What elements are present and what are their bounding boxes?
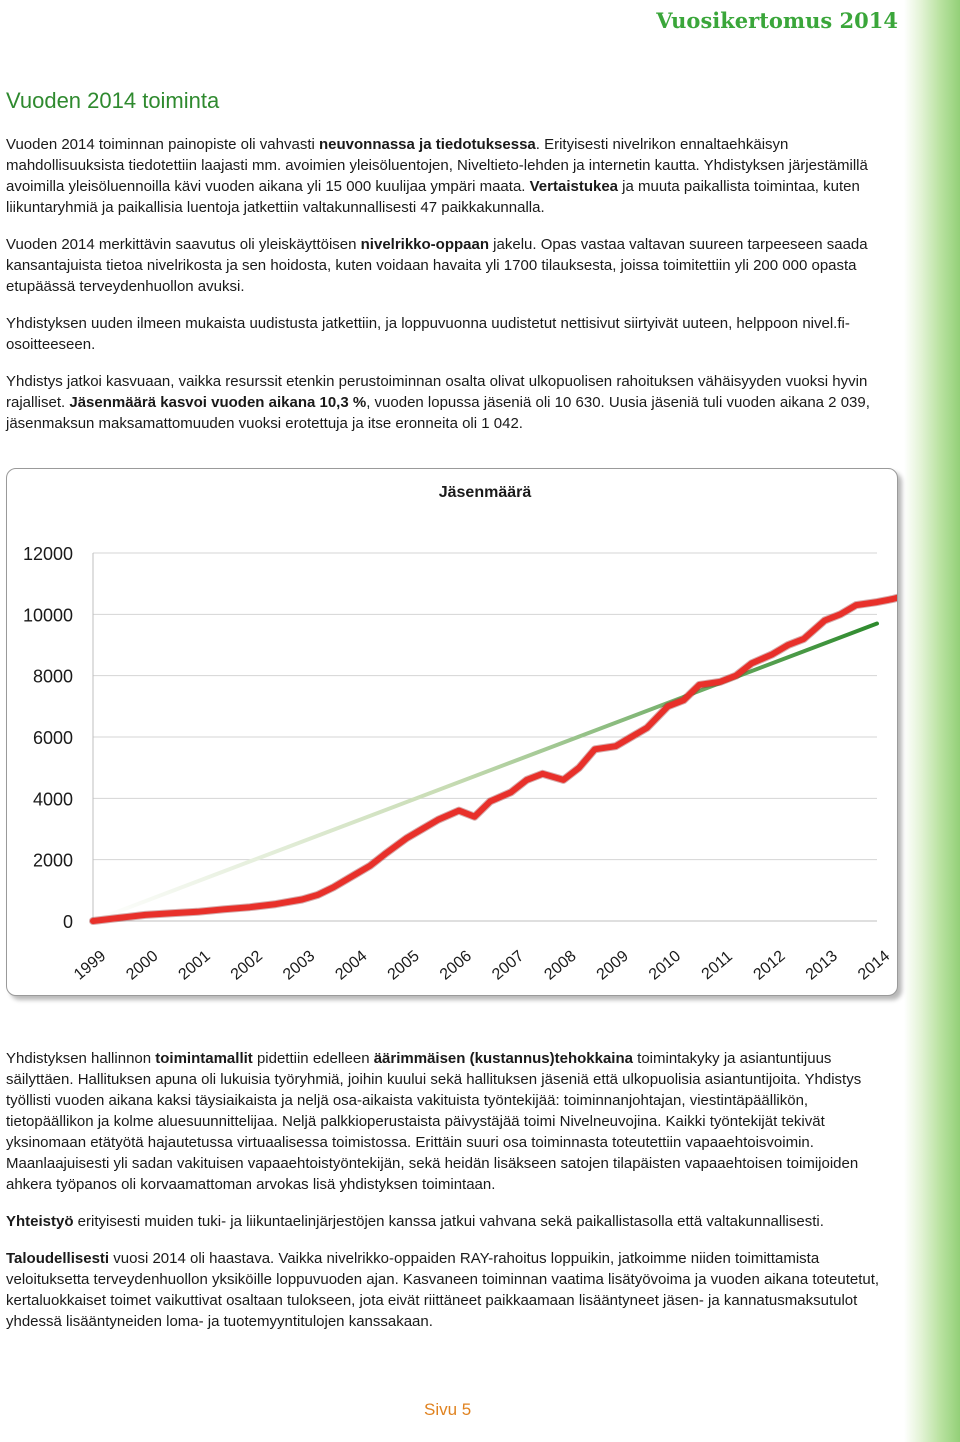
- x-tick-label: 2012: [750, 947, 789, 984]
- bold-text: Vertaistukea: [529, 178, 619, 195]
- decorative-green-edge: [904, 0, 960, 1442]
- x-tick-label: 2010: [645, 947, 685, 984]
- y-tick-label: 4000: [32, 789, 73, 810]
- section-title: Vuoden 2014 toiminta: [6, 88, 220, 113]
- x-tick-label: 2002: [227, 947, 267, 984]
- text-run: erityisesti muiden tuki- ja liikuntaelinjärjestöjen kanssa jatkui vahvana sekä paikallistasolla että valtakunnallisesti.: [73, 1213, 824, 1230]
- paragraph: [6, 371, 896, 434]
- report-header-title: Vuosikertomus 2014: [656, 8, 898, 33]
- y-tick-label: 6000: [32, 728, 73, 748]
- paragraph: [6, 234, 896, 297]
- bold-text: nivelrikko-oppaan: [360, 236, 490, 253]
- y-tick-label: 10000: [22, 605, 73, 626]
- bold-text: Yhteistyö: [6, 1213, 74, 1230]
- series-members-line: [93, 595, 897, 921]
- x-tick-label: 2001: [175, 947, 214, 984]
- x-tick-label: 2005: [384, 947, 423, 984]
- x-tick-label: 2009: [593, 947, 632, 984]
- chart-svg: [7, 469, 897, 995]
- page-number: Sivu 5: [424, 1400, 472, 1419]
- x-tick-label: 2006: [436, 947, 476, 984]
- y-tick-label: 0: [62, 912, 73, 932]
- x-tick-label: 2003: [280, 947, 319, 984]
- x-tick-label: 2004: [332, 947, 371, 984]
- x-tick-label: 2007: [489, 947, 528, 984]
- bold-text: neuvonnassa ja tiedotuksessa: [319, 136, 536, 153]
- text-run: Vuoden 2014 merkittävin saavutus oli yleiskäyttöisen: [6, 236, 361, 253]
- bold-text: toimintamallit: [155, 1050, 253, 1067]
- y-tick-label: 2000: [32, 850, 73, 871]
- bold-text: Taloudellisesti: [6, 1250, 110, 1267]
- x-tick-label: 2008: [541, 947, 580, 984]
- x-tick-label: 2013: [802, 947, 841, 984]
- text-run: pidettiin edelleen: [252, 1050, 374, 1067]
- paragraph: [6, 134, 896, 218]
- member-count-chart: [6, 468, 898, 996]
- text-run: toimintakyky ja asiantuntijuus säilyttäen. Hallituksen apuna oli lukuisia työryhmiä, joihin kuului sekä hallituksen jäseniä että ulkopuolisia asiantuntijoita. Yhdistys työllisti vuoden aikana kaksi täysiaikaista ja neljä osa-aikaista vakituista työntekijää: toiminnanjohtajan, viestintäpäällikön, tietopäällikon ja kolme aluesuunnittelijaa. Neljä palkkioperustaista päivystäjää toimi Nivelneuvojina. Kaikki työntekijät tekivät yksinomaan etätyötä hajautetussa virtuaalisessa toimistossa. Erittäin suuri osa toiminnasta toteutettiin vapaaehtoisvoimin. Maanlaajuisesti yli sadan vakituisen vapaaehtoistyöntekijän, sekä heidän lisäkseen satojen tilapäisten vapaaehtoisen toimijoiden ahkera työpanos oli korvaamattoman arvokas lisä yhdistyksen toimintaan.: [6, 1050, 862, 1193]
- y-tick-label: 12000: [22, 544, 73, 564]
- bold-text: äärimmäisen (kustannus)tehokkaina: [373, 1050, 633, 1067]
- text-run: Yhdistys jatkoi kasvuaan, vaikka resurssit etenkin perustoiminnan osalta olivat ulkopuolisen rahoituksen vähäisyyden vuoksi hyvin rajalliset.: [6, 373, 868, 411]
- bold-text: Jäsenmäärä kasvoi vuoden aikana 10,3 %: [69, 394, 367, 411]
- chart-title: Jäsenmäärä: [438, 484, 532, 501]
- x-tick-label: 2011: [698, 947, 736, 984]
- text-run: jakelu. Opas vastaa valtavan suureen tarpeeseen saada kansantajuista tietoa nivelrikosta ja sen hoidosta, kuten voidaan havaita yli 1700 tilauksesta, joissa toimitettiin yli 200 000 opasta etupäässä terveydenhuollon avuksi.: [6, 236, 868, 295]
- x-tick-label: 2000: [123, 947, 162, 984]
- y-tick-label: 8000: [32, 666, 73, 687]
- text-run: , vuoden lopussa jäseniä oli 10 630. Uusia jäseniä tuli vuoden aikana 2 039, jäsenmaksun maksamattomuuden vuoksi erotettuja ja itse eronneita oli 1 042.: [6, 394, 870, 432]
- x-tick-label: 1999: [71, 947, 110, 984]
- x-tick-label: 2014: [855, 947, 894, 984]
- body-text-top: [6, 134, 896, 450]
- series-trend-line: [93, 624, 877, 921]
- body-text-bottom: [6, 1048, 896, 1348]
- text-run: vuosi 2014 oli haastava. Vaikka nivelrikko-oppaiden RAY-rahoitus loppuikin, jatkoimme niiden toimittamista veloituksetta terveydenhuollon yksiköille loppuvuoden ajan. Kasvaneen toiminnan vaatima lisätyövoima ja vuoden aikana toteutetut, kertaluokkaiset toimet vaikuttivat osaltaan tulokseen, jota eivät riittäneet paikkaamaan lisääntyneet jäsen- ja kannatusmaksutulot yhdessä lisääntyneiden loma- ja tuotemyyntitulojen kanssakaan.: [6, 1250, 880, 1330]
- series-members-shadow: [93, 595, 897, 921]
- text-run: Vuoden 2014 toiminnan painopiste oli vahvasti: [6, 136, 319, 153]
- text-run: Yhdistyksen uuden ilmeen mukaista uudistusta jatkettiin, ja loppuvuonna uudistetut nettisivut siirtyivät uuteen, helppoon nivel.fi-osoitteeseen.: [6, 315, 850, 353]
- paragraph: [6, 1211, 896, 1232]
- paragraph: [6, 313, 896, 355]
- text-run: Yhdistyksen hallinnon: [6, 1050, 156, 1067]
- paragraph: [6, 1248, 896, 1332]
- text-run: ja muuta paikallista toimintaa, kuten liikuntaryhmiä ja paikallisia luentoja jatkettiin valtakunnallisesti 47 paikkakunnalla.: [6, 178, 860, 216]
- text-run: . Erityisesti nivelrikon ennaltaehkäisyn mahdollisuuksista tiedotettiin laajasti mm. avoimien yleisöluentojen, Niveltieto-lehden ja internetin kautta. Yhdistyksen järjestämillä avoimilla yleisöluennoilla kävi vuoden aikana yli 15 000 kuulijaa ympäri maata.: [6, 136, 868, 195]
- paragraph: [6, 1048, 896, 1195]
